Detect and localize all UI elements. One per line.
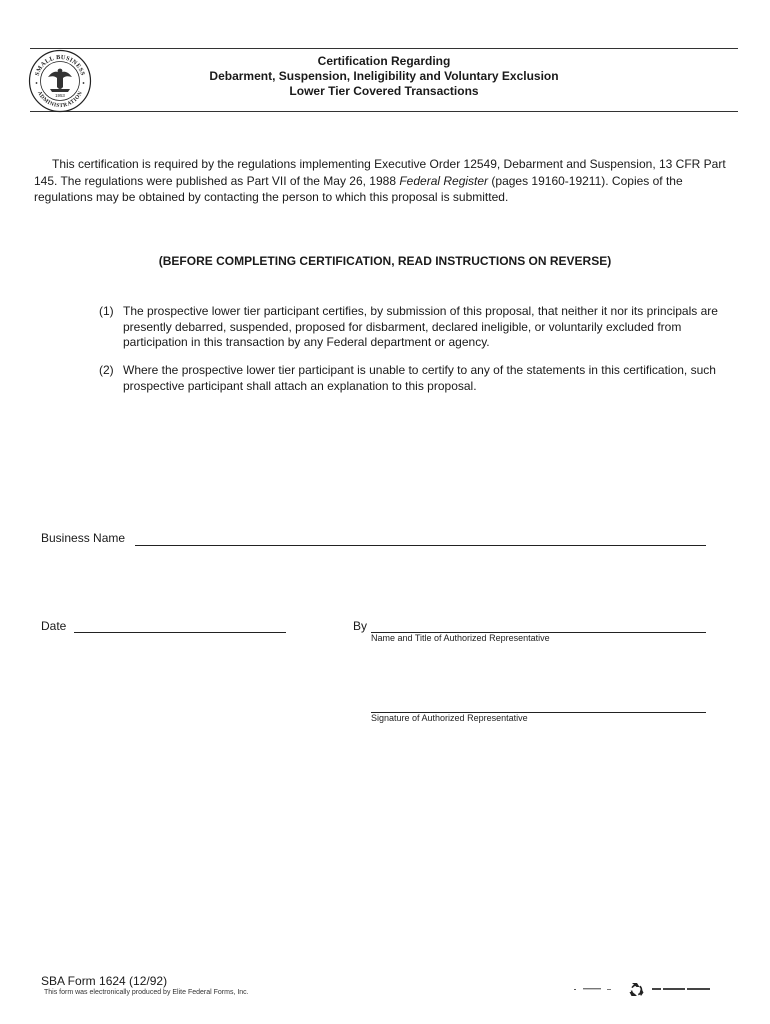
- federal-register-italic: Federal Register: [399, 173, 489, 188]
- item-2-text: Where the prospective lower tier participant is unable to certify to any of the statements in this certification, such prospective participant shall attach an explanation to this proposal.: [123, 363, 716, 393]
- name-title-caption: Name and Title of Authorized Representative: [371, 633, 550, 643]
- printed-on-recycled-paper-mark: [574, 979, 714, 999]
- header-top-rule: [30, 48, 738, 49]
- seal-year: 1953: [55, 93, 65, 98]
- header-bottom-rule: [30, 111, 738, 112]
- form-title-line-3: Lower Tier Covered Transactions: [289, 84, 479, 98]
- business-name-field[interactable]: [135, 545, 706, 546]
- form-identifier: SBA Form 1624 (12/92): [41, 974, 168, 988]
- certification-item-1: [99, 304, 719, 351]
- form-title-line-1: Certification Regarding: [317, 54, 451, 68]
- item-1-number: (1): [99, 304, 114, 318]
- certification-item-2: [99, 363, 719, 394]
- instruction-heading: (BEFORE COMPLETING CERTIFICATION, READ INSTRUCTIONS ON REVERSE): [158, 254, 612, 268]
- sba-seal-logo: [28, 49, 92, 113]
- signature-caption: Signature of Authorized Representative: [371, 713, 528, 723]
- form-title-line-2: Debarment, Suspension, Ineligibility and Voluntary Exclusion: [209, 69, 559, 83]
- intro-text-part-1: This certification is required by the regulations implementing Executive Order 12549, Debarment and Suspension, 13 CFR Part 145. The regulations were published as Part VII of the May 26, 1988: [34, 157, 726, 188]
- item-2-number: (2): [99, 363, 114, 377]
- intro-text-part-2: (pages 19160-19211). Copies of the regulations may be obtained by contacting the person to which this proposal is submitted.: [34, 173, 683, 204]
- by-label: By: [353, 619, 368, 633]
- date-field[interactable]: [74, 632, 286, 633]
- seal-bottom-text: ADMINISTRATION: [35, 90, 85, 110]
- seal-top-text: SMALL BUSINESS: [33, 53, 87, 77]
- intro-paragraph: [34, 156, 734, 206]
- recycle-icon: [630, 983, 644, 996]
- producer-note: This form was electronically produced by Elite Federal Forms, Inc.: [44, 989, 249, 996]
- item-1-text: The prospective lower tier participant certifies, by submission of this proposal, that neither it nor its principals are presently debarred, suspended, proposed for disbarment, declared ineligible, or voluntarily excluded from participation in this transaction by any Federal department or agency.: [123, 304, 718, 349]
- business-name-label: Business Name: [41, 531, 126, 545]
- form-title-block: [180, 54, 588, 99]
- date-label: Date: [41, 619, 67, 633]
